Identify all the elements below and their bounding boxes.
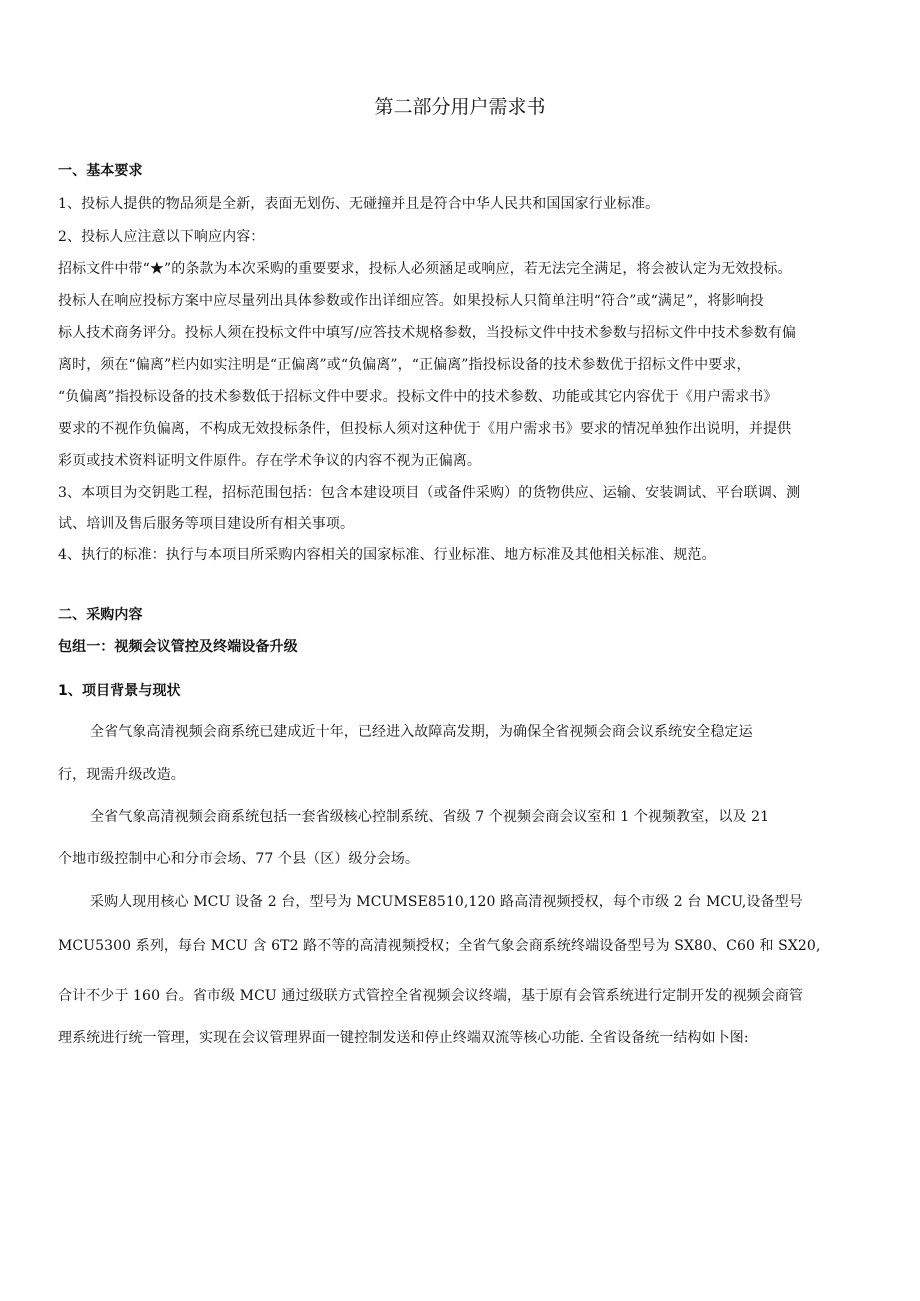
package-heading: 包组一：视频会议管控及终端设备升级 [58,639,298,655]
page-title: 第二部分用户需求书 [374,96,546,118]
para-last-emphasis: 存在学术争议的内容不视为正偏离。 [255,453,482,469]
section1-item2: 2、投标人应注意以下响应内容： [58,229,265,245]
p3-line2: MCU5300 系列，每台 MCU 含 6T2 路不等的高清视频授权；全省气象会商系统终端设备型号为 SX80、C60 和 SX20, [58,938,821,954]
para-last-prefix: 彩页或技术资料证明文件原件。 [58,453,256,469]
p3-line4: 理系统进行统一管理，实现在会议管理界面一键控制发送和停止终端双流等核心功能. 全省设备统一结构如卜图: [58,1030,749,1046]
section1-item3-line2: 试、培训及售后服务等项目建设所有相关事项。 [58,516,355,532]
section2-heading: 二、采购内容 [58,607,143,623]
para-line-4: 离时，须在“偏离”栏内如实注明是“正偏离”或“负偏离”，“正偏离”指投标设备的技术参数优于招标文件中要求， [58,357,751,373]
para-line-3: 标人技术商务评分。投标人须在投标文件中填写/应答技术规格参数，当投标文件中技术参数与招标文件中技术参数有偏 [58,325,797,341]
p1-line2: 行，现需升级改造。 [58,767,185,783]
section1-heading: 一、基本要求 [58,163,143,179]
p3-line3: 合计不少于 160 台。省市级 MCU 通过级联方式管控全省视频会议终端，基于原有会管系统进行定制开发的视频会商管 [58,988,804,1004]
section1-item4: 4、执行的标准：执行与本项目所采购内容相关的国家标准、行业标准、地方标准及其他相关标准、规范。 [58,547,716,563]
p1-line1: 全省气象高清视频会商系统已建成近十年，已经进入故障高发期，为确保全省视频会商会议系统安全稳定运 [90,724,753,740]
subsection-heading: 1、项目背景与现状 [58,683,181,699]
section1-item1: 1、投标人提供的物品须是全新，表面无划伤、无碰撞并且是符合中华人民共和国国家行业标准。 [58,196,660,212]
para-line-6: 要求的不视作负偏离，不构成无效投标条件，但投标人须对这种优于《用户需求书》要求的情况单独作出说明，并提供 [58,421,792,437]
para-line-2: 投标人在响应投标方案中应尽量列出具体参数或作出详细应答。如果投标人只简单注明“符合”或“满足”，将影响投 [58,293,764,309]
section1-item3-line1: 3、本项目为交钥匙工程，招标范围包括：包含本建设项目（或备件采购）的货物供应、运输、安装调试、平台联调、测 [58,485,801,501]
para-line-7 [58,450,878,470]
p2-line2: 个地市级控制中心和分市会场、77 个县（区）级分会场。 [58,851,419,867]
p3-line1: 采购人现用核心 MCU 设备 2 台，型号为 MCUMSE8510,120 路高清视频授权，每个市级 2 台 MCU,设备型号 [90,894,803,910]
p2-line1: 全省气象高清视频会商系统包括一套省级核心控制系统、省级 7 个视频会商会议室和 1 个视频教室，以及 21 [90,809,770,825]
para-line-5: “负偏离”指投标设备的技术参数低于招标文件中要求。投标文件中的技术参数、功能或其它内容优于《用户需求书》 [58,389,778,405]
para-line-1: 招标文件中带“★”的条款为本次采购的重要要求，投标人必须涵足或响应，若无法完全满足，将会被认定为无效投标。 [58,261,792,277]
